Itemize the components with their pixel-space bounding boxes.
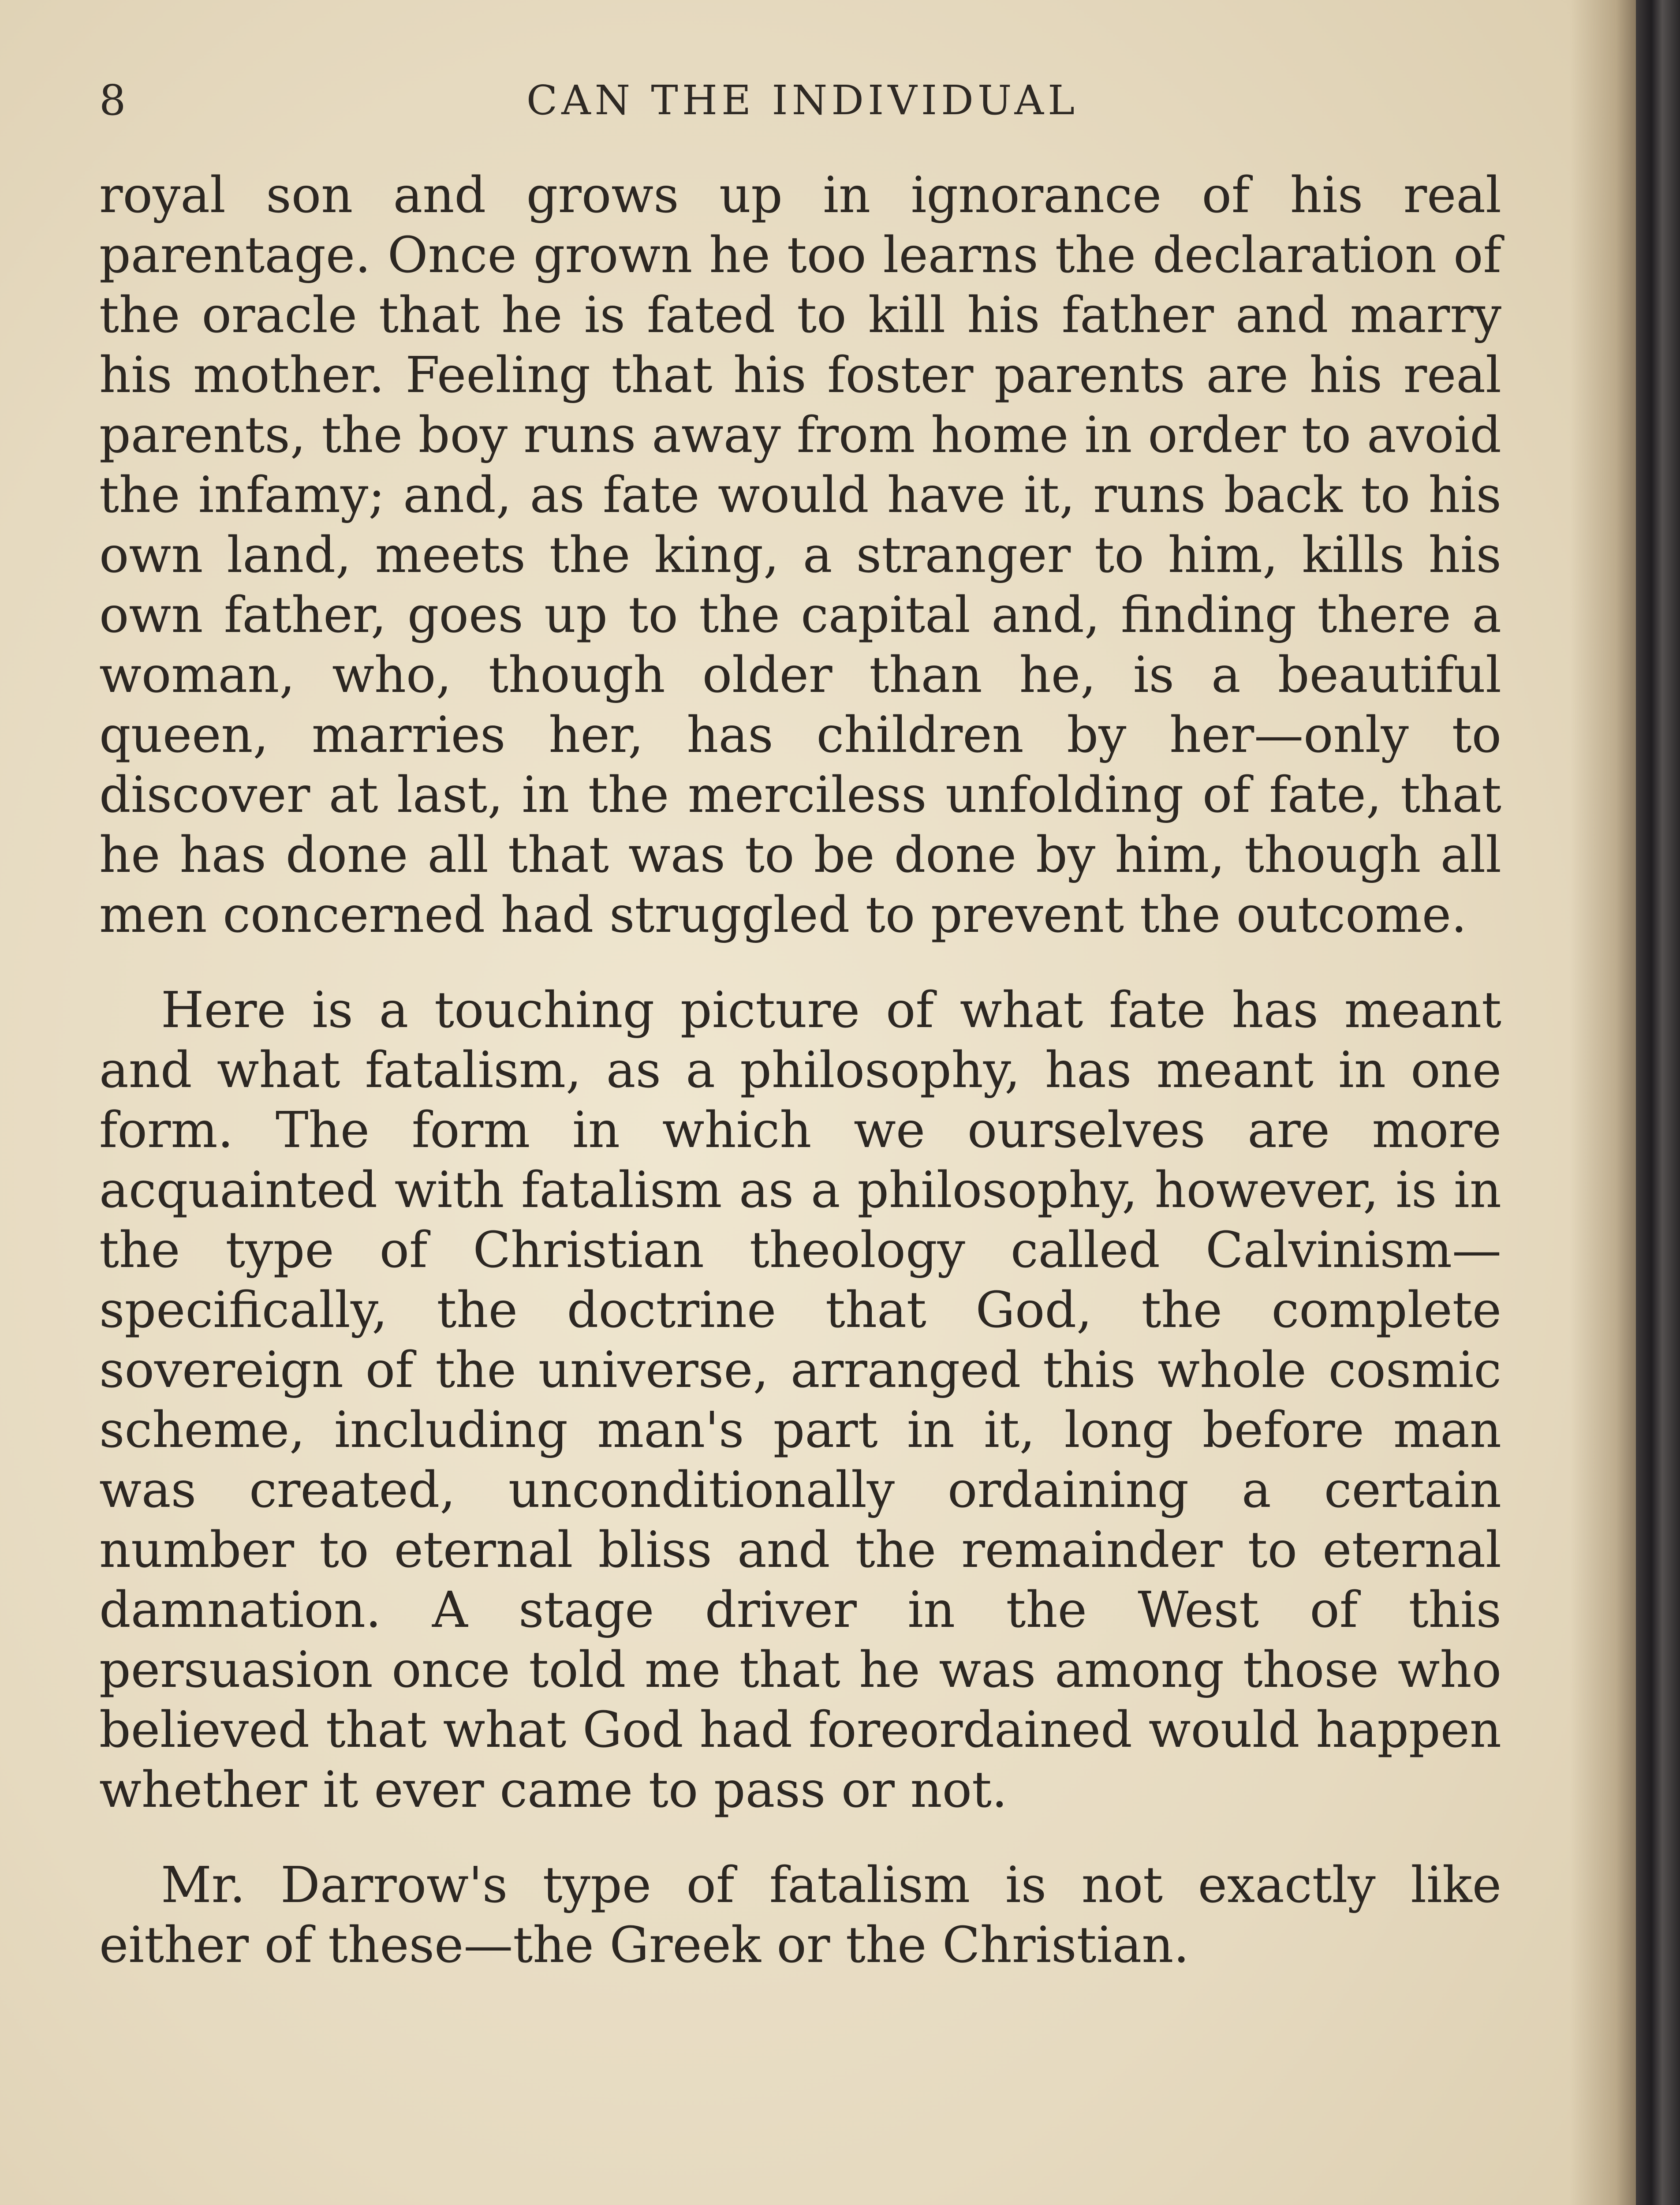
spine-shadow	[1570, 0, 1636, 2205]
paragraph-fatalism-calvinism: Here is a touching picture of what fate has meant and what fatalism, as a philosophy, has meant in one form. The form in which we ourselves are more acquainted with fatalism as a philosophy, however, is in the type of Christian theology called Calvinism—specifically, the doctrine that God, the complete sovereign of the universe, arranged this whole cosmic scheme, including man's part in it, long before man was created, unconditionally ordaining a certain number to eternal bliss and the remainder to eternal damnation. A stage driver in the West of this persuasion once told me that he was among those who believed that what God had foreordained would happen whether it ever came to pass or not.	[99, 982, 1501, 1819]
body-text	[99, 165, 1501, 1975]
book-binding	[1636, 0, 1680, 2205]
running-head	[99, 66, 1501, 128]
paragraph-continuation: royal son and grows up in ignorance of his real parentage. Once grown he too learns the declaration of the oracle that he is fated to kill his father and marry his mother. Feeling that his foster parents are his real parents, the boy runs away from home in order to avoid the infamy; and, as fate would have it, runs back to his own land, meets the king, a stranger to him, kills his own father, goes up to the capital and, finding there a woman, who, though older than he, is a beautiful queen, marries her, has children by her—only to discover at last, in the merciless unfolding of fate, that he has done all that was to be done by him, though all men concerned had struggled to prevent the outcome.	[99, 167, 1501, 944]
paragraph-darrow-fatalism: Mr. Darrow's type of fatalism is not exactly like either of these—the Greek or the Christian.	[99, 1857, 1501, 1974]
running-head-title: CAN THE INDIVIDUAL	[526, 77, 1079, 124]
page-number: 8	[99, 76, 126, 125]
